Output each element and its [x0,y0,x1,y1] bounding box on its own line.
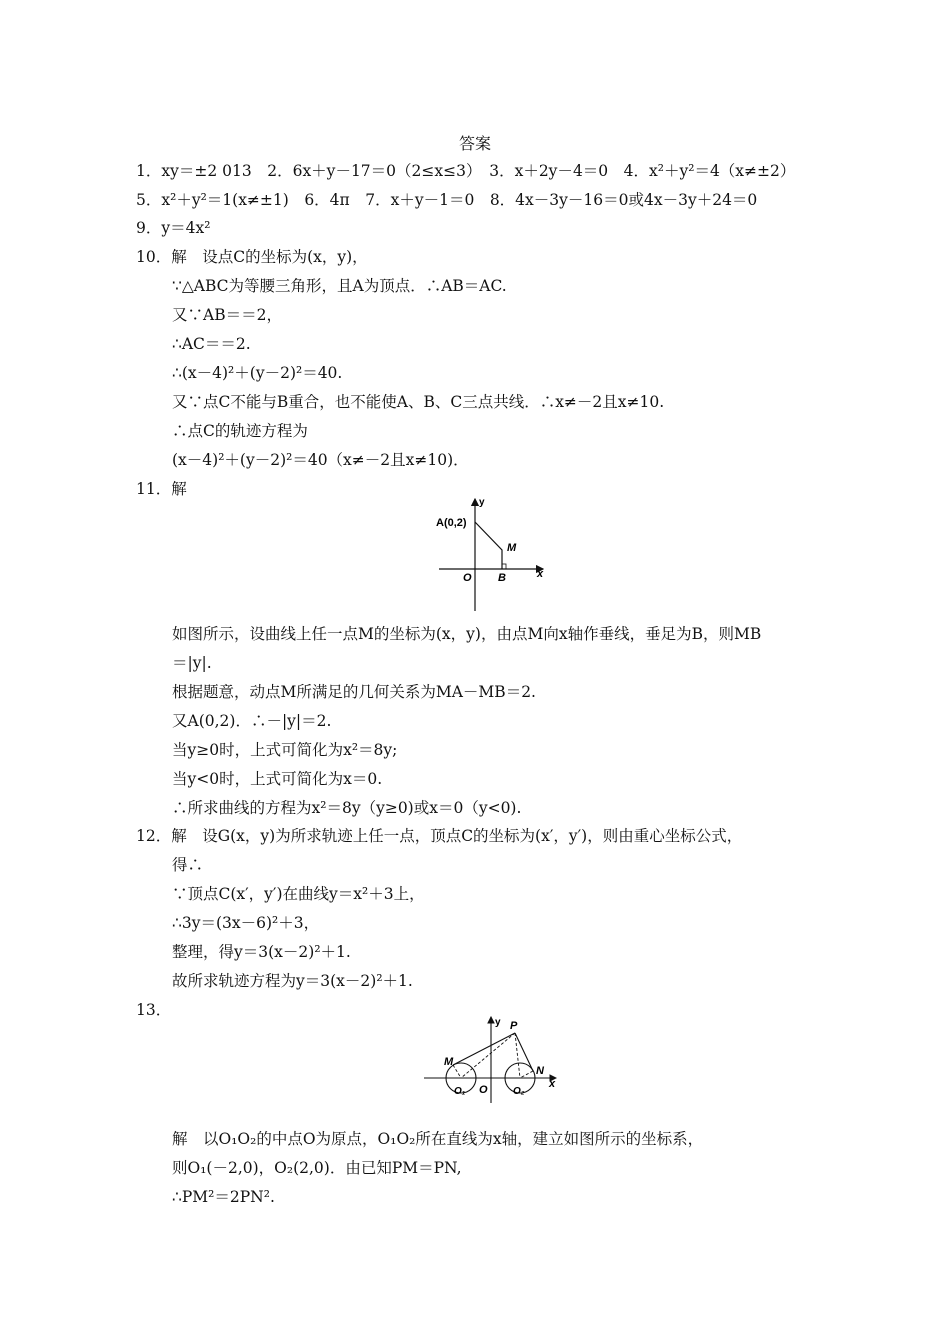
label-y: y [495,1017,501,1028]
q11-figure [435,495,555,613]
q11-line: ＝|y|. [172,654,212,672]
answers-line-3: 9．y＝4x² [136,219,211,237]
label-m: M [507,542,517,554]
label-n: N [536,1065,544,1077]
q12-line: 故所求轨迹方程为y＝3(x－2)²＋1. [172,972,413,990]
q10-line: ∴(x－4)²＋(y－2)²＝40. [172,364,343,382]
label-o: O [479,1084,488,1096]
label-a: A(0,2) [436,517,467,529]
page-title: 答案 [458,134,491,153]
tangent-pn [515,1033,533,1071]
q13-line: 则O₁(－2,0)，O₂(2,0)．由已知PM＝PN, [172,1159,462,1177]
segment-po2 [515,1033,520,1078]
q12-line: ∴3y＝(3x－6)²＋3， [172,914,320,932]
q10-line: ∴AC＝＝2. [172,335,251,353]
label-o2: O₂ [513,1086,525,1097]
q11-line: ∴所求曲线的方程为x²＝8y（y≥0)或x＝0（y<0). [172,799,522,817]
label-y: y [479,497,485,508]
q10-line: 又∵AB＝＝2， [172,306,282,324]
q11-head: 11．解 [136,480,187,498]
q12-line: ∵顶点C(x′，y′)在曲线y＝x²＋3上， [172,885,425,903]
label-x: x [537,568,544,580]
path-a-m-b [475,522,502,569]
q10-head: 10．解 设点C的坐标为(x，y)， [136,248,368,266]
q12-line: 得∴ [172,856,204,874]
answers-line-1: 1．xy＝±2 013 2．6x＋y－17＝0（2≤x≤3） 3．x＋2y－4＝0 4．x²＋y²＝4（x≠±2） [136,162,796,180]
label-p: P [510,1020,518,1032]
label-b: B [498,572,506,584]
label-o: O [463,572,472,584]
q10-line: (x－4)²＋(y－2)²＝40（x≠－2且x≠10)． [172,451,469,469]
q13-head: 13． [136,1001,172,1019]
label-x: x [549,1078,556,1090]
right-angle-mark [502,564,506,569]
tangent-pm [453,1033,515,1065]
q12-head: 12．解 设G(x，y)为所求轨迹上任一点，顶点C的坐标为(x′，y′)，则由重心坐标公式， [136,827,743,845]
q11-line: 当y≥0时，上式可简化为x²＝8y; [172,741,398,759]
q11-line: 如图所示，设曲线上任一点M的坐标为(x，y)，由点M向x轴作垂线，垂足为B，则MB [172,625,762,643]
q11-line: 根据题意，动点M所满足的几何关系为MA－MB＝2. [172,683,536,701]
label-o1: O₁ [454,1086,466,1097]
q13-line: ∴PM²＝2PN². [172,1188,275,1206]
q10-line: 又∵点C不能与B重合，也不能使A、B、C三点共线．∴x≠－2且x≠10. [172,393,665,411]
q12-line: 整理，得y＝3(x－2)²＋1. [172,943,351,961]
segment-mo1 [453,1065,461,1078]
q11-line: 当y<0时，上式可简化为x＝0. [172,770,383,788]
answers-line-2: 5．x²＋y²＝1(x≠±1) 6．4π 7．x＋y－1＝0 8．4x－3y－16＝0或4x－3y＋24＝0 [136,191,758,209]
q11-line: 又A(0,2)．∴－|y|＝2. [172,712,332,730]
segment-no2 [520,1071,533,1078]
q10-line: ∴点C的轨迹方程为 [172,422,308,440]
q10-line: ∵△ABC为等腰三角形，且A为顶点．∴AB＝AC. [172,277,507,295]
q13-figure [420,1013,562,1109]
label-m: M [444,1056,454,1068]
q13-line: 解 以O₁O₂的中点O为原点，O₁O₂所在直线为x轴，建立如图所示的坐标系， [172,1130,704,1148]
